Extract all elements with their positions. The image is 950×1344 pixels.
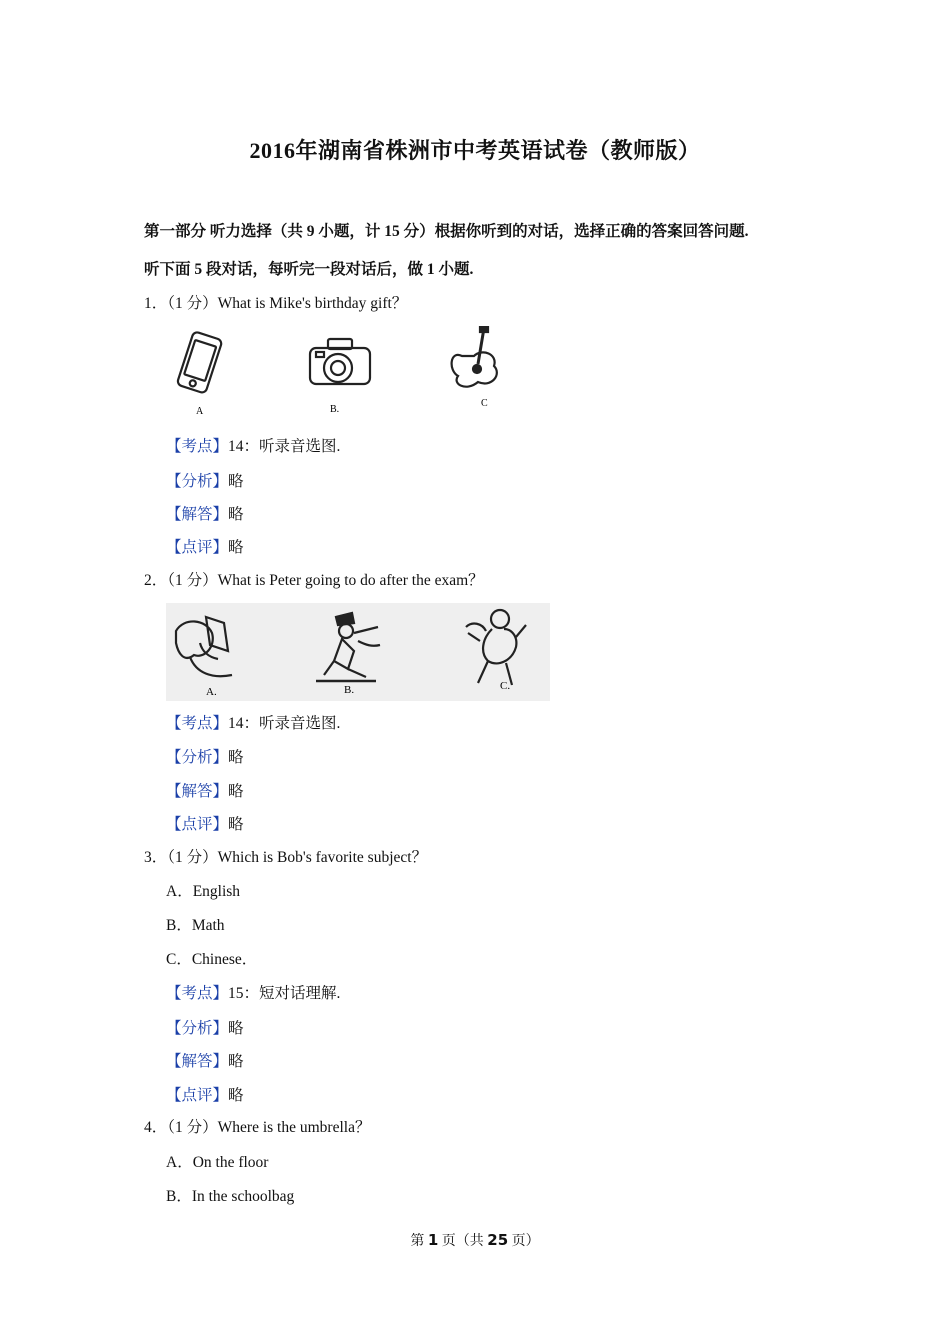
question-score: （1 分） (167, 572, 218, 589)
option-label: A (196, 406, 204, 417)
fenxi-tag: 【分析】 (166, 473, 229, 490)
jieda-tag: 【解答】 (166, 506, 229, 523)
question-text: What is Peter going to do after the exam？ (217, 572, 484, 589)
jieda-tag: 【解答】 (166, 783, 229, 800)
q3-fenxi: 【分析】略 (166, 1020, 244, 1037)
q2-picture-options (166, 603, 550, 701)
question-number: 4． (144, 1119, 168, 1136)
document-title: 2016年湖南省株洲市中考英语试卷（教师版） (249, 138, 701, 163)
question-score: （1 分） (167, 849, 218, 866)
question-number: 2． (144, 572, 168, 589)
playing-person-icon (466, 610, 526, 685)
q3-dianping: 【点评】略 (166, 1087, 244, 1104)
dianping-tag: 【点评】 (166, 816, 229, 833)
page-total: 25 (487, 1231, 509, 1249)
question-1 (144, 294, 407, 314)
option-label: B. (330, 404, 340, 415)
dianping-tag: 【点评】 (166, 539, 229, 556)
option-label: B. (344, 684, 355, 696)
question-2 (144, 571, 484, 591)
page-footer: 第 1 页（共 25 页） (410, 1231, 540, 1249)
q3-option-c: C．Chinese． (166, 951, 258, 968)
q2-dianping: 【点评】略 (166, 816, 244, 833)
kaodian-tag: 【考点】 (166, 985, 229, 1002)
q1-fenxi: 【分析】略 (166, 473, 244, 490)
q3-option-b: B．Math (166, 917, 225, 934)
question-score: （1 分） (167, 1119, 218, 1136)
q2-fenxi: 【分析】略 (166, 749, 244, 766)
q4-option-b: B．In the schoolbag (166, 1188, 295, 1205)
guitar-icon (452, 326, 497, 387)
q1-kaodian: 【考点】14：听录音选图. (166, 438, 341, 455)
question-number: 3． (144, 849, 168, 866)
q1-jieda: 【解答】略 (166, 506, 244, 523)
skateboarding-person-icon (316, 613, 380, 681)
part1-instruction: 听下面 5 段对话，每听完一段对话后，做 1 小题. (144, 261, 474, 278)
q4-option-a: A．On the floor (166, 1154, 269, 1171)
q1-dianping: 【点评】略 (166, 539, 244, 556)
q3-kaodian: 【考点】15：短对话理解. (166, 985, 341, 1002)
jieda-tag: 【解答】 (166, 1053, 229, 1070)
page-number: 1 (427, 1231, 439, 1249)
fenxi-tag: 【分析】 (166, 749, 229, 766)
question-3 (144, 848, 427, 868)
q2-kaodian: 【考点】14：听录音选图. (166, 715, 341, 732)
question-text: Where is the umbrella？ (217, 1119, 371, 1136)
q1-picture-options (166, 326, 556, 418)
phone-icon (177, 331, 223, 394)
question-4 (144, 1118, 370, 1138)
reading-person-icon (176, 617, 232, 676)
camera-icon (310, 339, 370, 384)
q2-jieda: 【解答】略 (166, 783, 244, 800)
question-text: What is Mike's birthday gift？ (217, 295, 408, 312)
option-label: C (481, 398, 488, 409)
fenxi-tag: 【分析】 (166, 1020, 229, 1037)
part1-heading: 第一部分 听力选择（共 9 小题，计 15 分）根据你听到的对话，选择正确的答案回答问题. (144, 223, 749, 240)
question-number: 1． (144, 295, 168, 312)
option-label: A. (206, 686, 217, 698)
question-text: Which is Bob's favorite subject？ (217, 849, 428, 866)
q3-jieda: 【解答】略 (166, 1053, 244, 1070)
option-label: C. (500, 680, 511, 692)
q3-option-a: A．English (166, 883, 241, 900)
kaodian-tag: 【考点】 (166, 715, 229, 732)
kaodian-tag: 【考点】 (166, 438, 229, 455)
question-score: （1 分） (167, 295, 218, 312)
dianping-tag: 【点评】 (166, 1087, 229, 1104)
